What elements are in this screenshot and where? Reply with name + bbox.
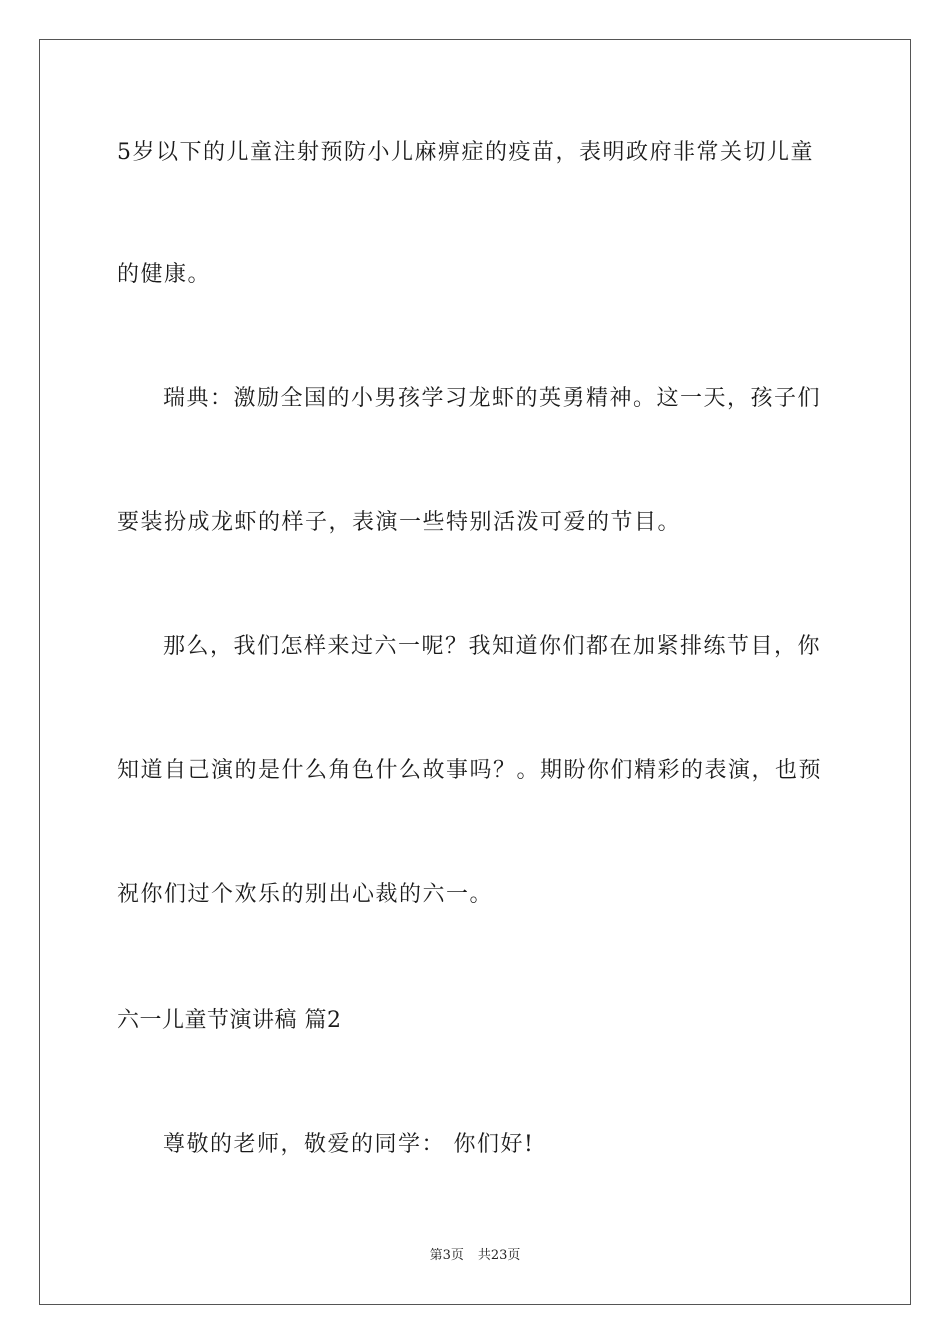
text-line-1: 5岁以下的儿童注射预防小儿麻痹症的疫苗，表明政府非常关切儿童 [117,140,814,165]
page-number: 第3页 [429,1248,464,1263]
page-total: 共23页 [477,1248,521,1263]
text-line-9: 尊敬的老师，敬爱的同学： 你们好! [163,1132,535,1157]
page-footer [0,1247,950,1265]
text-line-4: 要装扮成龙虾的样子，表演一些特别活泼可爱的节目。 [117,510,682,535]
text-line-6: 知道自己演的是什么角色什么故事吗？。期盼你们精彩的表演，也预 [117,758,823,783]
text-line-3: 瑞典：激励全国的小男孩学习龙虾的英勇精神。这一天，孩子们 [163,386,822,411]
section-heading: 六一儿童节演讲稿 篇2 [117,1008,342,1033]
text-line-7: 祝你们过个欢乐的别出心裁的六一。 [117,882,494,907]
text-line-5: 那么，我们怎样来过六一呢？我知道你们都在加紧排练节目，你 [163,634,822,659]
page-border [39,39,911,1305]
text-line-2: 的健康。 [117,262,212,287]
